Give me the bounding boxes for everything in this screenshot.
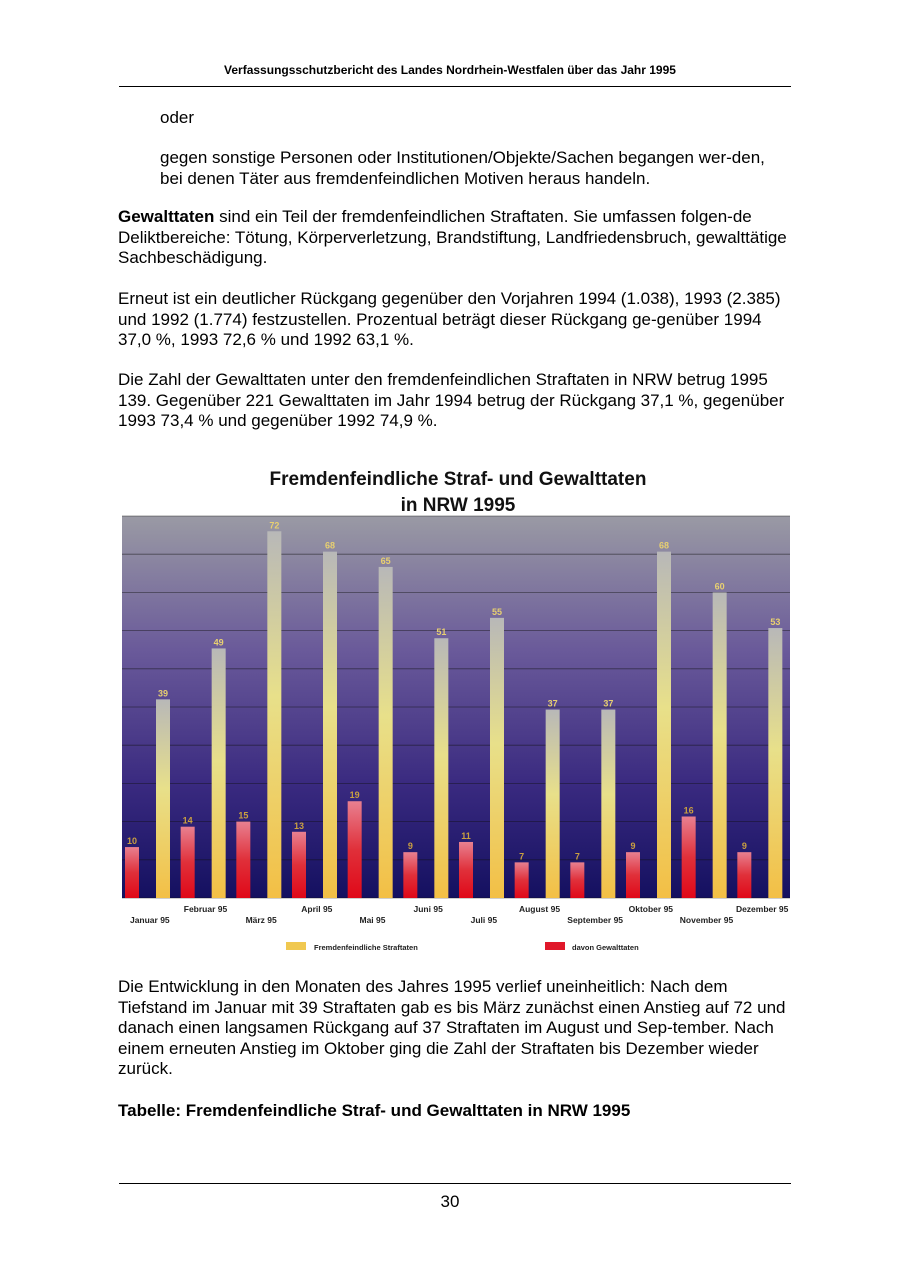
bar-straftaten <box>323 552 337 898</box>
bar-straftaten <box>212 648 226 898</box>
bar-straftaten <box>156 699 170 898</box>
term-gewalttaten: Gewalttaten <box>118 207 215 226</box>
bar-gewalttaten <box>515 862 529 898</box>
category-label: April 95 <box>301 904 333 914</box>
data-label-straftaten: 37 <box>603 698 614 709</box>
data-label-straftaten: 37 <box>547 698 558 709</box>
bar-gewalttaten <box>125 847 139 898</box>
paragraph-oder: oder <box>160 108 195 127</box>
table-caption: Tabelle: Fremdenfeindliche Straf- und Gewalttaten in NRW 1995 <box>118 1101 631 1120</box>
data-label-gewalttaten: 7 <box>574 851 580 862</box>
legend-label-gewalttaten: davon Gewalttaten <box>572 943 639 952</box>
bar-gewalttaten <box>459 842 473 898</box>
paragraph-indented: gegen sonstige Personen oder Institutionen/Objekte/Sachen begangen wer-den, bei denen Täter aus fremdenfeindlichen Motiven heraus handeln. <box>160 148 765 188</box>
page-number: 30 <box>440 1192 460 1211</box>
paragraph-gewalttaten <box>118 207 790 269</box>
category-label: Oktober 95 <box>628 904 674 914</box>
data-label-straftaten: 68 <box>658 540 670 551</box>
chart-title-line1: Fremdenfeindliche Straf- und Gewalttaten <box>269 469 647 490</box>
data-label-straftaten: 60 <box>714 581 725 592</box>
data-label-straftaten: 51 <box>436 627 447 638</box>
category-label: März 95 <box>245 915 277 925</box>
category-label: Mai 95 <box>359 915 386 925</box>
data-label-gewalttaten: 9 <box>407 841 413 852</box>
data-label-gewalttaten: 13 <box>293 820 305 831</box>
legend-swatch-straftaten <box>286 942 306 950</box>
bar-gewalttaten <box>403 852 417 898</box>
bar-gewalttaten <box>348 801 362 898</box>
data-label-gewalttaten: 11 <box>461 830 471 841</box>
chart-svg <box>118 460 798 960</box>
data-label-straftaten: 65 <box>380 555 391 566</box>
category-label: Februar 95 <box>183 904 228 914</box>
data-label-straftaten: 49 <box>213 637 224 648</box>
data-label-gewalttaten: 9 <box>630 841 636 852</box>
bar-gewalttaten <box>682 817 696 898</box>
header-rule <box>119 86 791 87</box>
category-label: Januar 95 <box>129 915 170 925</box>
data-label-straftaten: 55 <box>491 606 503 617</box>
bar-gewalttaten <box>236 822 250 898</box>
running-header: Verfassungsschutzbericht des Landes Nordrhein-Westfalen über das Jahr 1995 <box>224 63 676 77</box>
category-label: Juni 95 <box>413 904 443 914</box>
legend-label-straftaten: Fremdenfeindliche Straftaten <box>314 943 418 952</box>
bar-straftaten <box>490 618 504 898</box>
category-label: September 95 <box>567 915 624 925</box>
chart-title-line2: in NRW 1995 <box>400 495 516 516</box>
data-label-straftaten: 68 <box>324 540 336 551</box>
bar-straftaten <box>601 710 615 898</box>
paragraph-rueckgang: Erneut ist ein deutlicher Rückgang gegenüber den Vorjahren 1994 (1.038), 1993 (2.385) und 1992 (1.774) festzustellen. Prozentual beträgt dieser Rückgang ge-genüber 1994 37,0 %, 1993 72,6 % und 1992 63,1 %. <box>118 289 781 349</box>
bar-straftaten <box>546 710 560 898</box>
category-label: August 95 <box>518 904 561 914</box>
data-label-gewalttaten: 14 <box>182 815 193 826</box>
paragraph-entwicklung: Die Entwicklung in den Monaten des Jahres 1995 verlief uneinheitlich: Nach dem Tiefstand im Januar mit 39 Straftaten gab es bis März zunächst einen Anstieg auf 72 und danach einen langsamen Rückgang auf 37 Straftaten im August und Sep-tember. Nach einem erneuten Anstieg im Oktober ging die Zahl der Straftaten bis Dezember wieder zurück. <box>118 977 786 1078</box>
data-label-straftaten: 39 <box>157 688 169 699</box>
category-label: Juli 95 <box>470 915 498 925</box>
data-label-gewalttaten: 15 <box>238 810 249 821</box>
bar-gewalttaten <box>626 852 640 898</box>
bar-gewalttaten <box>570 862 584 898</box>
category-label: November 95 <box>679 915 734 925</box>
paragraph-gewalttaten-text: sind ein Teil der fremdenfeindlichen Straftaten. Sie umfassen folgen-de Deliktbereiche: Tötung, Körperverletzung, Brandstiftung, Landfriedensbruch, gewalttätige Sachbeschädigung. <box>118 207 787 267</box>
data-label-gewalttaten: 7 <box>519 851 525 862</box>
bar-straftaten <box>267 531 281 898</box>
bar-straftaten <box>379 567 393 898</box>
data-label-straftaten: 53 <box>770 617 781 628</box>
bar-chart <box>118 460 798 960</box>
data-label-straftaten: 72 <box>269 520 280 531</box>
bar-straftaten <box>713 592 727 898</box>
bar-gewalttaten <box>292 832 306 898</box>
data-label-gewalttaten: 9 <box>741 841 747 852</box>
bar-gewalttaten <box>737 852 751 898</box>
data-label-gewalttaten: 16 <box>683 805 694 816</box>
bar-straftaten <box>768 628 782 898</box>
bar-straftaten <box>434 638 448 898</box>
bar-straftaten <box>657 552 671 898</box>
footer-rule <box>119 1183 791 1184</box>
paragraph-zahl-gewalttaten: Die Zahl der Gewalttaten unter den fremdenfeindlichen Straftaten in NRW betrug 1995 139. Gegenüber 221 Gewalttaten im Jahr 1994 betrug der Rückgang 37,1 %, gegenüber 1993 73,4 % und gegenüber 1992 74,9 %. <box>118 370 785 430</box>
legend-swatch-gewalttaten <box>545 942 565 950</box>
data-label-gewalttaten: 10 <box>126 836 138 847</box>
category-label: Dezember 95 <box>735 904 789 914</box>
bar-gewalttaten <box>181 827 195 898</box>
data-label-gewalttaten: 19 <box>349 790 360 801</box>
